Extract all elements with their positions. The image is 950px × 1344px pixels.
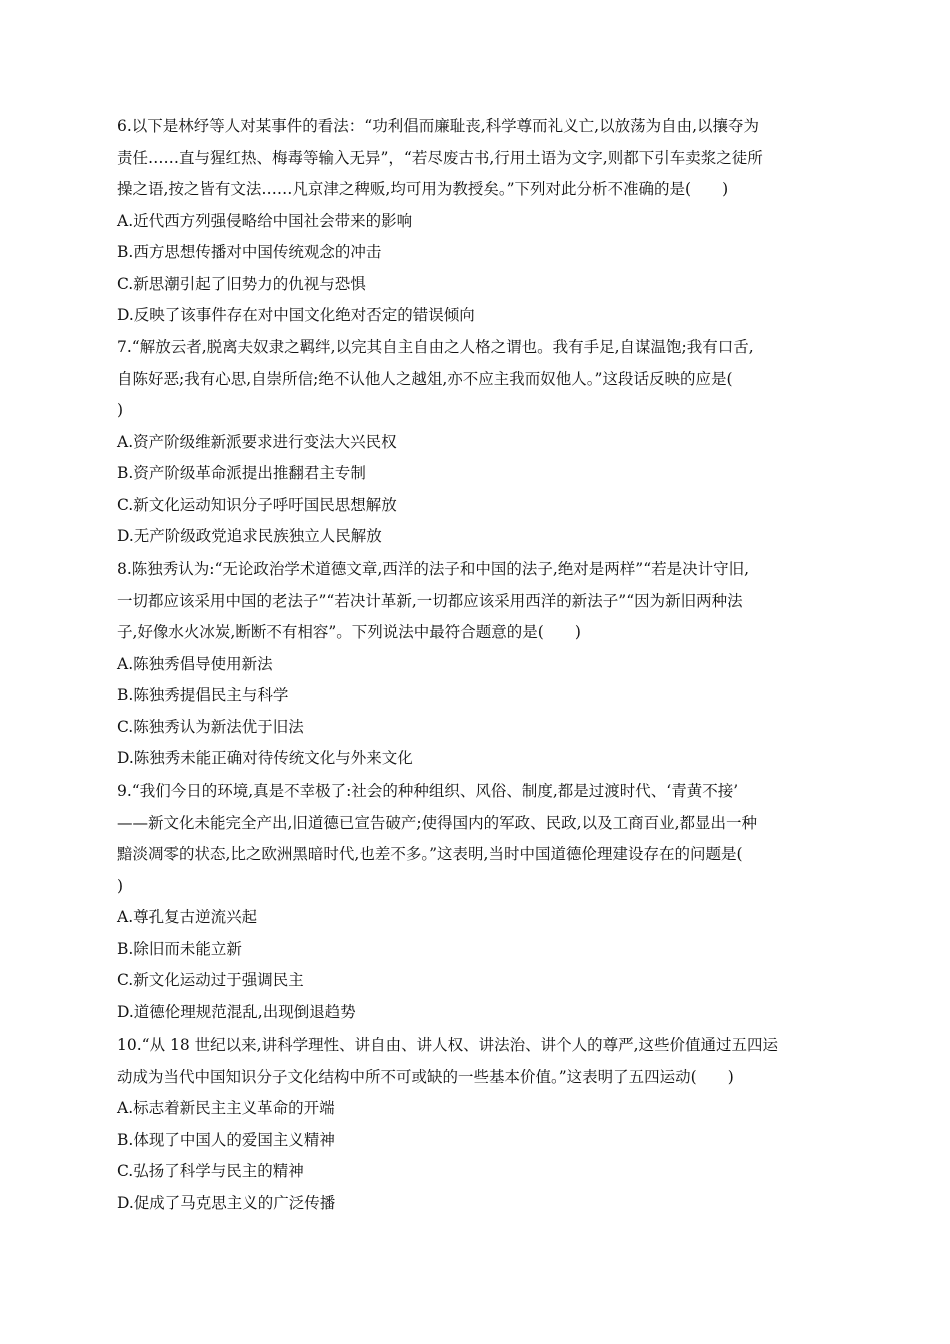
answer-option-b: B.西方思想传播对中国传统观念的冲击 — [117, 243, 382, 261]
question-stem-line: 一切都应该采用中国的老法子”“若决计革新,一切都应该采用西洋的新法子”“因为新旧两种法 — [117, 591, 743, 610]
answer-option-a: A.尊孔复古逆流兴起 — [117, 908, 258, 926]
question-stem-line: 操之语,按之皆有文法……凡京津之稗贩,均可用为教授矣。”下列对此分析不准确的是( ) — [117, 180, 729, 198]
answer-option-d: D.促成了马克思主义的广泛传播 — [117, 1193, 336, 1212]
answer-option-c: C.新思潮引起了旧势力的仇视与恐惧 — [117, 274, 366, 293]
question-stem-line: 动成为当代中国知识分子文化结构中所不可或缺的一些基本价值。”这表明了五四运动( ) — [117, 1067, 734, 1086]
question-stem-line: 9.“我们今日的环境,真是不幸极了:社会的种种组织、风俗、制度,都是过渡时代、‘青黄不接’ — [117, 782, 739, 800]
question-9 — [117, 776, 837, 1028]
question-stem-line: ) — [117, 876, 124, 895]
answer-option-d: D.道德伦理规范混乱,出现倒退趋势 — [117, 1002, 356, 1021]
answer-option-d: D.反映了该事件存在对中国文化绝对否定的错误倾向 — [117, 306, 475, 324]
question-stem-line: ) — [117, 401, 124, 419]
question-8 — [117, 554, 837, 775]
answer-option-c: C.新文化运动过于强调民主 — [117, 971, 304, 989]
question-stem-line: 自陈好恶;我有心思,自崇所信;绝不认他人之越俎,亦不应主我而奴他人。”这段话反映的应是( — [117, 369, 733, 388]
answer-option-c: C.陈独秀认为新法优于旧法 — [117, 717, 304, 736]
answer-option-c: C.弘扬了科学与民主的精神 — [117, 1162, 304, 1180]
question-stem-line: 黯淡凋零的状态,比之欧洲黑暗时代,也差不多。”这表明,当时中国道德伦理建设存在的问题是( — [117, 845, 743, 863]
answer-option-a: A.陈独秀倡导使用新法 — [117, 654, 273, 673]
answer-option-a: A.资产阶级维新派要求进行变法大兴民权 — [117, 432, 397, 451]
answer-option-b: B.体现了中国人的爱国主义精神 — [117, 1130, 335, 1149]
answer-option-d: D.无产阶级政党追求民族独立人民解放 — [117, 527, 382, 545]
question-stem-line: 7.“解放云者,脱离夫奴隶之羁绊,以完其自主自由之人格之谓也。我有手足,自谋温饱;我有口舌, — [117, 338, 754, 356]
answer-option-b: B.除旧而未能立新 — [117, 939, 242, 958]
question-stem-line: 6.以下是林纾等人对某事件的看法：“功利倡而廉耻丧,科学尊而礼义亡,以放荡为自由,以攘夺为 — [117, 117, 759, 135]
answer-option-a: A.近代西方列强侵略给中国社会带来的影响 — [117, 211, 413, 230]
question-stem-line: 子,好像水火冰炭,断断不有相容”。下列说法中最符合题意的是( ) — [117, 623, 581, 641]
answer-option-d: D.陈独秀未能正确对待传统文化与外来文化 — [117, 749, 413, 767]
answer-option-a: A.标志着新民主主义革命的开端 — [117, 1099, 335, 1117]
question-10 — [117, 1030, 837, 1219]
question-stem-line: 8.陈独秀认为:“无论政治学术道德文章,西洋的法子和中国的法子,绝对是两样”“若是决计守旧, — [117, 560, 750, 578]
question-stem-line: ——新文化未能完全产出,旧道德已宣告破产;使得国内的军政、民政,以及工商百业,都显出一种 — [117, 813, 758, 832]
question-7 — [117, 332, 837, 553]
question-stem-line: 10.“从 18 世纪以来,讲科学理性、讲自由、讲人权、讲法治、讲个人的尊严,这些价值通过五四运 — [117, 1036, 779, 1054]
answer-option-b: B.资产阶级革命派提出推翻君主专制 — [117, 464, 366, 482]
answer-option-c: C.新文化运动知识分子呼吁国民思想解放 — [117, 495, 397, 514]
answer-option-b: B.陈独秀提倡民主与科学 — [117, 686, 289, 704]
question-6 — [117, 111, 837, 332]
question-stem-line: 责任……直与猩红热、梅毒等输入无异”，“若尽废古书,行用土语为文字,则都下引车卖浆之徒所 — [117, 148, 763, 167]
